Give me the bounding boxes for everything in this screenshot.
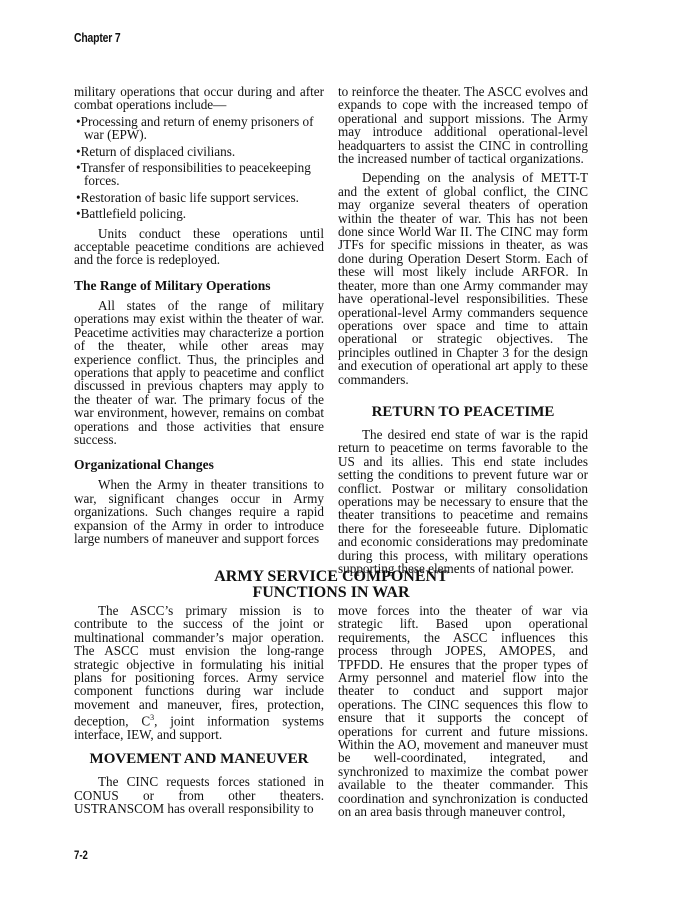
c3-superscript: 3 [150,713,155,723]
bullet-item: •Processing and return of enemy prisoners of war (EPW). [76,113,314,143]
page-number: 7-2 [74,848,88,862]
left-column-bottom [74,604,324,816]
section-title [74,569,588,601]
section-title-line1: ARMY SERVICE COMPONENT [214,568,448,585]
chapter-header: Chapter 7 [74,30,121,45]
ascc-paragraph [74,604,324,741]
bullet-item: •Restoration of basic life support services. [76,189,299,205]
peacetime-paragraph: The desired end state of war is the rapid return to peacetime on terms favorable to the US and its allies. This end state includes setting the conditions to prevent future war or conflict. Postwar or military consolidation operations may be necessary to ensure that the theater transitions to peacetime and remains there for the foreseeable future. Diplomatic and economic considerations may predominate during this process, with military operations supporting these elements of national power. [338,426,588,576]
mett-paragraph: Depending on the analysis of METT-T and the extent of global conflict, the CINC may organize several theaters of operation within the theater of war. This has not been done since World War II. The CINC may form JTFs for specific missions in theater, as was done during Operation Desert Storm. Each of these will most likely include ARFOR. In theater, more than one Army commander may have operational-level responsibilities. These operational-level Army commanders sequence operations over space and time to attain operational or strategic objectives. The principles outlined in Chapter 3 for the design and execution of operational art apply to these commanders. [338,170,588,387]
movement-paragraph: The CINC requests forces stationed in CONUS or from other theaters. USTRANSCOM has overall responsibility to [74,774,324,817]
bullet-item: •Transfer of responsibilities to peacekeeping forces. [76,160,311,189]
units-paragraph: Units conduct these operations until acceptable peacetime conditions are achieved and the force is redeployed. [74,225,324,268]
org-paragraph: When the Army in theater transitions to war, significant changes occur in Army organizations. Such changes require a rapid expansion of the Army in order to introduce large numbers of maneuver and support forces [74,477,324,546]
left-column-top [74,85,324,545]
reinforce-paragraph: to reinforce the theater. The ASCC evolves and expands to cope with the increased tempo of operational and support missions. The Army may introduce additional operational-level headquarters to assist the CINC in controlling the increased number of tactical organizations. [338,84,588,167]
movement-maneuver-heading: MOVEMENT AND MANEUVER [89,751,309,768]
range-heading: The Range of Military Operations [74,277,271,293]
strategic-lift-paragraph: move forces into the theater of war via strategic lift. Based upon operational requirements, the ASCC influences this process through JOPES, AMOPES, and TPFDD. He ensures that the proper types of Army personnel and materiel flow into the theater to conduct and support major operations. The CINC sequences this flow to ensure that it supports the concept of operations for current and future missions. Within the AO, movement and maneuver must be well-coordinated, integrated, and synchronized to maximize the combat power available to the theater commander. This coordination and synchronization is conducted on an area basis through maneuver control, [338,603,588,820]
return-to-peacetime-heading: RETURN TO PEACETIME [371,403,555,420]
right-column-bottom [338,604,588,819]
ascc-text-a: The ASCC’s primary mission is to contribute to the success of the joint or multinational commander’s major operation. The ASCC must envision the long-range strategic objective in formulating his initial plans for positioning forces. Army service component functions during war include movement and maneuver, fires, protection, deception, C [74,603,324,729]
bullet-item: •Battlefield policing. [76,206,187,222]
intro-paragraph: military operations that occur during and after combat operations include— [74,84,324,113]
org-heading: Organizational Changes [74,457,214,473]
right-column-top [338,85,588,575]
bullet-item: •Return of displaced civilians. [76,143,236,159]
range-paragraph: All states of the range of military operations may exist within the theater of war. Peacetime activities may characterize a portion of the theater, while other areas may experience conflict. Thus, the principles and operations that apply to peacetime and conflict discussed in previous chapters may apply to the theater of war. The primary focus of the war environment, however, remains on combat operations and those activities that ensure success. [74,297,324,447]
ascc-text-b: , joint information systems interface, IEW, and support. [74,713,324,743]
section-title-line2: FUNCTIONS IN WAR [252,584,410,601]
